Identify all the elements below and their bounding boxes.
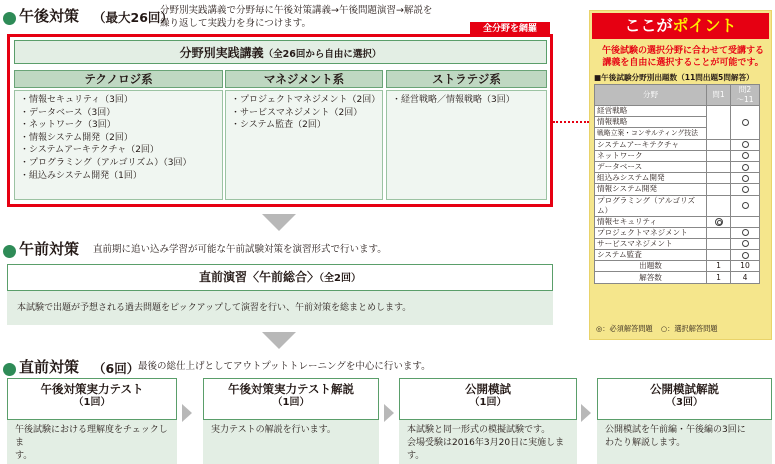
circle-icon [742, 240, 749, 247]
row-name: プログラミング（アルゴリズム） [595, 195, 707, 216]
morning-desc: 直前期に追い込み学習が可能な午前試験対策を演習形式で行います。 [93, 244, 387, 255]
table-row [595, 238, 760, 249]
list-item: ・システムアーキテクチャ（2回） [20, 145, 159, 156]
table-row [595, 161, 760, 172]
afternoon-desc-line1: 分野別実践講義で分野毎に午後対策講義→午後問題演習→解説を [160, 5, 433, 16]
circle-icon [742, 229, 749, 236]
point-text-line2: 講義を自由に選択することが可能です。 [602, 58, 764, 68]
afternoon-bullet-icon [3, 12, 16, 25]
circle-icon [742, 152, 749, 159]
card-mock-exam [399, 378, 577, 420]
card-body [597, 420, 772, 464]
afternoon-desc-line2: 繰り返して実践力を身につけます。 [160, 18, 312, 29]
table-row [595, 150, 760, 161]
column-head-strategy: ストラテジ系 [386, 70, 547, 88]
point-title-a: ここが [624, 16, 673, 35]
afternoon-title: 午後対策 [19, 7, 80, 25]
row-q1 [707, 216, 731, 227]
list-item: ・情報システム開発（2回） [20, 132, 133, 143]
row-name: システム監査 [595, 250, 707, 261]
morning-title: 午前対策 [19, 240, 80, 258]
list-item: ・データベース（3回） [20, 107, 116, 118]
row-name: 情報戦略 [595, 117, 707, 128]
card-mock-exam-review [597, 378, 772, 420]
total-label: 出題数 [595, 261, 707, 272]
card-title: 午後対策実力テスト [40, 382, 144, 396]
row-name: 戦略立案・コンサルティング技法 [595, 128, 707, 139]
circle-icon [742, 175, 749, 182]
th-q2: 問2 〜11 [731, 85, 760, 106]
row-q2-strategy-merged [731, 106, 760, 140]
table-row [595, 250, 760, 261]
table-total-row [595, 272, 760, 283]
morning-box-body: 本試験で出題が予想される過去問題をピックアップして演習を行い、午前対策を総まとめします。 [7, 291, 553, 325]
card-pm-test [7, 378, 177, 420]
column-body-technology [14, 90, 223, 200]
card-title: 公開模試 [465, 382, 511, 396]
list-item: ・サービスマネジメント（2回） [231, 107, 363, 118]
circle-icon [742, 186, 749, 193]
total-q2: 10 [731, 261, 760, 272]
row-name: 情報セキュリティ [595, 216, 707, 227]
column-head-management: マネジメント系 [225, 70, 383, 88]
field-lecture-sub: （全26回から自由に選択） [263, 49, 382, 60]
card-body [7, 420, 177, 464]
row-q2 [731, 161, 760, 172]
final-desc: 最後の総仕上げとしてアウトプットトレーニングを中心に行います。 [138, 361, 431, 372]
row-name: ネットワーク [595, 150, 707, 161]
point-text-line1: 午後試験の選択分野に合わせて受講する [601, 46, 764, 56]
table-row [595, 227, 760, 238]
list-item: ・ネットワーク（3回） [20, 120, 116, 131]
th-q1: 問1 [707, 85, 731, 106]
row-q2 [731, 195, 760, 216]
card-title: 公開模試解説 [650, 382, 719, 396]
circle-icon [742, 252, 749, 259]
afternoon-heading [3, 10, 16, 29]
row-q2 [731, 238, 760, 249]
column-body-strategy [386, 90, 547, 200]
final-bullet-icon [3, 363, 16, 376]
table-row [595, 173, 760, 184]
afternoon-count: （最大26回） [93, 10, 173, 25]
card-sessions: （1回） [73, 397, 111, 408]
table-header-row [595, 85, 760, 106]
row-q1-merged [707, 106, 731, 140]
card-body [399, 420, 577, 464]
total-q1: 1 [707, 272, 731, 283]
card-sessions: （1回） [469, 397, 507, 408]
row-name: 経営戦略 [595, 106, 707, 117]
morning-bullet-icon [3, 245, 16, 258]
row-q2 [731, 150, 760, 161]
right-arrow-icon [581, 404, 591, 422]
field-lecture-header [14, 40, 547, 64]
list-item: ・システム監査（2回） [231, 120, 326, 131]
down-arrow-icon [262, 332, 296, 349]
column-head-technology: テクノロジ系 [14, 70, 223, 88]
list-item: ・経営戦略／情報戦略（3回） [392, 95, 515, 105]
row-name: データベース [595, 161, 707, 172]
table-row [595, 195, 760, 216]
row-q2 [731, 139, 760, 150]
exam-table-wrap [594, 84, 760, 284]
field-lecture-title: 分野別実践講義 [179, 46, 264, 60]
card-text: 公開模試を午前編・午後編の3回に [605, 425, 746, 435]
point-title [592, 13, 769, 39]
table-row [595, 106, 760, 117]
list-item: ・情報セキュリティ（3回） [20, 95, 133, 105]
table-row [595, 216, 760, 227]
right-arrow-icon [384, 404, 394, 422]
card-body [203, 420, 379, 464]
total-label: 解答数 [595, 272, 707, 283]
all-fields-badge: 全分野を網羅 [470, 22, 550, 36]
list-item: ・組込みシステム開発（1回） [20, 170, 142, 181]
card-text: 会場受験は2016年3月20日に実施します。 [407, 438, 565, 461]
legend [596, 324, 717, 334]
total-q1: 1 [707, 261, 731, 272]
row-q2 [731, 184, 760, 195]
final-title: 直前対策 [19, 358, 80, 376]
double-circle-icon [715, 218, 723, 226]
circle-icon [742, 202, 749, 209]
column-body-management [225, 90, 383, 200]
row-name: 情報システム開発 [595, 184, 707, 195]
circle-icon [742, 119, 749, 126]
table-row [595, 139, 760, 150]
row-name: プロジェクトマネジメント [595, 227, 707, 238]
legend-select: ○：選択解答問題 [660, 324, 718, 333]
circle-icon [742, 164, 749, 171]
circle-icon [742, 141, 749, 148]
card-text: 午後試験における理解度をチェックしま [15, 425, 168, 448]
morning-box-sub: （全2回） [319, 273, 361, 284]
connector-line [553, 121, 589, 123]
row-name: サービスマネジメント [595, 238, 707, 249]
total-q2: 4 [731, 272, 760, 283]
point-title-b: ポイント [672, 16, 737, 35]
row-name: 組込みシステム開発 [595, 173, 707, 184]
legend-required: ◎：必須解答問題 [596, 324, 653, 333]
table-caption: ■午後試験分野別出題数（11問出題5問解答） [594, 73, 754, 82]
card-text: 本試験と同一形式の模擬試験です。 [407, 425, 551, 435]
list-item: ・プロジェクトマネジメント（2回） [231, 95, 381, 105]
row-q2 [731, 227, 760, 238]
card-text: す。 [15, 451, 33, 461]
row-name: システムアーキテクチャ [595, 139, 707, 150]
row-q2 [731, 173, 760, 184]
card-text: わたり解説します。 [605, 438, 686, 448]
morning-heading [3, 243, 16, 262]
right-arrow-icon [182, 404, 192, 422]
card-pm-test-review [203, 378, 379, 420]
card-title: 午後対策実力テスト解説 [227, 382, 355, 396]
down-arrow-icon [262, 214, 296, 231]
card-sessions: （3回） [666, 397, 703, 408]
table-row [595, 184, 760, 195]
exam-table [594, 84, 760, 284]
card-text: 実力テストの解説を行います。 [211, 425, 336, 435]
list-item: ・プログラミング（アルゴリズム）（3回） [20, 157, 192, 168]
th-field: 分野 [595, 85, 707, 106]
table-total-row [595, 261, 760, 272]
point-text [598, 45, 768, 69]
morning-box-header [7, 264, 553, 291]
card-sessions: （1回） [272, 397, 310, 408]
morning-box-title: 直前演習〈午前総合〉 [199, 270, 320, 284]
row-q2 [731, 250, 760, 261]
final-count: （6回） [93, 361, 140, 376]
